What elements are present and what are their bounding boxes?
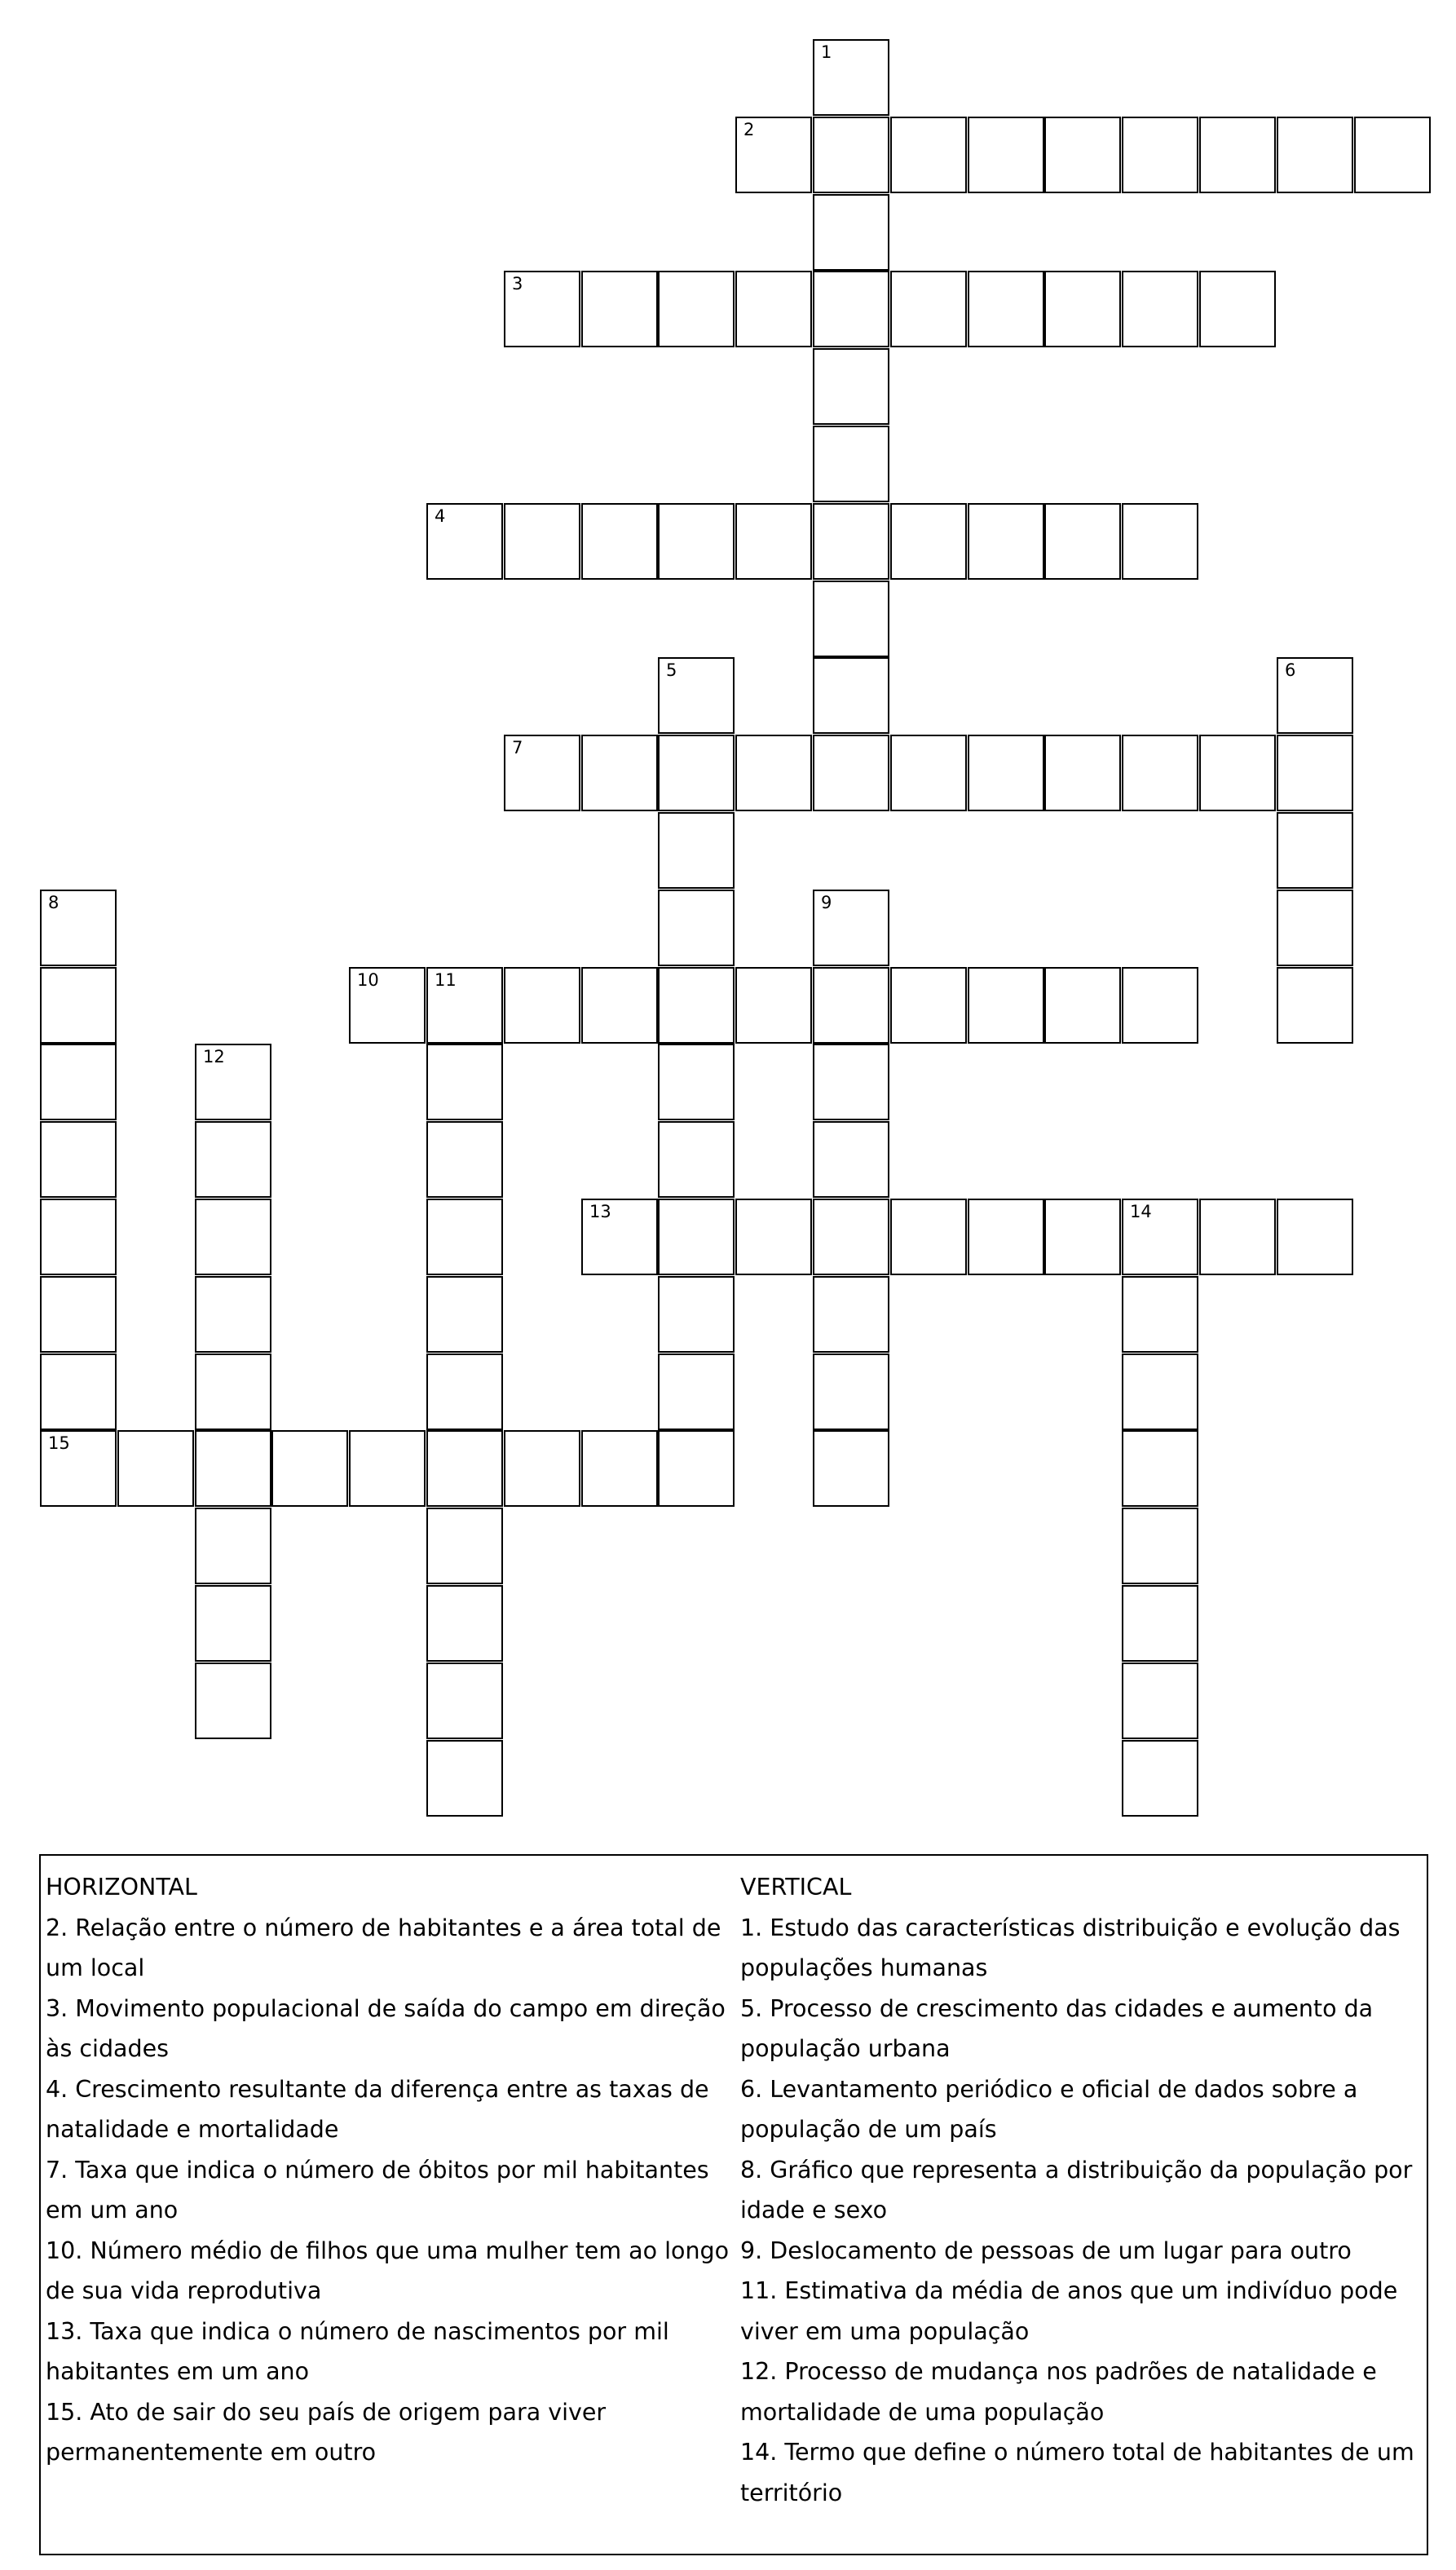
clue-number: 14 bbox=[1130, 1202, 1152, 1221]
grid-cell[interactable] bbox=[40, 1353, 117, 1430]
clue-number: 4 bbox=[435, 506, 446, 526]
clue-h-15: 15. Ato de sair do seu país de origem para viver permanentemente em outro bbox=[46, 2398, 607, 2466]
grid-cell[interactable] bbox=[581, 503, 658, 580]
grid-cell[interactable] bbox=[813, 1199, 889, 1275]
clue-v-5: 5. Processo de crescimento das cidades e aumento da população urbana bbox=[740, 1994, 1374, 2062]
clue-number: 8 bbox=[48, 893, 60, 912]
grid-cell[interactable] bbox=[426, 1740, 503, 1817]
grid-cell[interactable] bbox=[426, 1663, 503, 1739]
grid-cell[interactable] bbox=[658, 735, 735, 811]
grid-cell[interactable] bbox=[1044, 503, 1121, 580]
grid-cell[interactable] bbox=[1277, 967, 1353, 1044]
grid-cell-4[interactable] bbox=[426, 503, 503, 580]
grid-cell[interactable] bbox=[40, 1199, 117, 1275]
grid-cell[interactable] bbox=[890, 271, 967, 347]
grid-cell[interactable] bbox=[349, 1430, 426, 1507]
clue-v-12: 12. Processo de mudança nos padrões de natalidade e mortalidade de uma população bbox=[740, 2358, 1377, 2426]
grid-cell[interactable] bbox=[1044, 271, 1121, 347]
clue-number: 9 bbox=[821, 893, 832, 912]
grid-cell[interactable] bbox=[658, 1199, 735, 1275]
grid-cell-11[interactable] bbox=[426, 967, 503, 1044]
grid-cell[interactable] bbox=[735, 967, 812, 1044]
grid-cell[interactable] bbox=[1044, 735, 1121, 811]
grid-cell[interactable] bbox=[813, 1353, 889, 1430]
clue-v-14: 14. Termo que define o número total de habitantes de um território bbox=[740, 2439, 1414, 2506]
grid-cell[interactable] bbox=[195, 1121, 271, 1198]
grid-cell[interactable] bbox=[581, 1430, 658, 1507]
grid-cell[interactable] bbox=[426, 1353, 503, 1430]
grid-cell[interactable] bbox=[195, 1430, 271, 1507]
grid-cell-3[interactable] bbox=[504, 271, 580, 347]
grid-cell[interactable] bbox=[195, 1353, 271, 1430]
grid-cell-15[interactable] bbox=[40, 1430, 117, 1507]
grid-cell[interactable] bbox=[813, 503, 889, 580]
grid-cell[interactable] bbox=[658, 271, 735, 347]
clue-v-1: 1. Estudo das características distribuição e evolução das populações humanas bbox=[740, 1914, 1401, 1981]
grid-cell[interactable] bbox=[968, 117, 1044, 193]
grid-cell[interactable] bbox=[813, 581, 889, 657]
clue-h-10: 10. Número médio de filhos que uma mulher tem ao longo de sua vida reprodutiva bbox=[46, 2237, 730, 2304]
grid-cell[interactable] bbox=[40, 967, 117, 1044]
grid-cell[interactable] bbox=[968, 271, 1044, 347]
grid-cell[interactable] bbox=[426, 1585, 503, 1662]
grid-cell[interactable] bbox=[1044, 117, 1121, 193]
grid-cell[interactable] bbox=[890, 1199, 967, 1275]
grid-cell[interactable] bbox=[581, 735, 658, 811]
clue-number: 10 bbox=[357, 970, 379, 990]
grid-cell[interactable] bbox=[735, 503, 812, 580]
grid-cell[interactable] bbox=[658, 967, 735, 1044]
grid-cell[interactable] bbox=[1354, 117, 1431, 193]
grid-cell[interactable] bbox=[1277, 890, 1353, 966]
grid-cell[interactable] bbox=[40, 1121, 117, 1198]
grid-cell[interactable] bbox=[813, 735, 889, 811]
grid-cell[interactable] bbox=[1199, 735, 1276, 811]
grid-cell[interactable] bbox=[658, 1430, 735, 1507]
grid-cell[interactable] bbox=[581, 271, 658, 347]
grid-cell[interactable] bbox=[813, 967, 889, 1044]
grid-cell[interactable] bbox=[195, 1199, 271, 1275]
grid-cell[interactable] bbox=[426, 1121, 503, 1198]
grid-cell[interactable] bbox=[195, 1663, 271, 1739]
grid-cell[interactable] bbox=[40, 1276, 117, 1353]
grid-cell[interactable] bbox=[1122, 967, 1198, 1044]
clue-h-7: 7. Taxa que indica o número de óbitos por mil habitantes em um ano bbox=[46, 2156, 709, 2223]
clue-number: 13 bbox=[589, 1202, 611, 1221]
grid-cell-10[interactable] bbox=[349, 967, 426, 1044]
vertical-heading: VERTICAL bbox=[740, 1874, 852, 1901]
grid-cell[interactable] bbox=[1122, 1663, 1198, 1739]
grid-cell-14[interactable] bbox=[1122, 1199, 1198, 1275]
grid-cell[interactable] bbox=[813, 657, 889, 734]
grid-cell[interactable] bbox=[813, 1276, 889, 1353]
grid-cell[interactable] bbox=[271, 1430, 348, 1507]
grid-cell[interactable] bbox=[426, 1508, 503, 1584]
grid-cell[interactable] bbox=[658, 890, 735, 966]
grid-cell-2[interactable] bbox=[735, 117, 812, 193]
grid-cell-9[interactable] bbox=[813, 890, 889, 966]
grid-cell[interactable] bbox=[504, 967, 580, 1044]
grid-cell[interactable] bbox=[195, 1276, 271, 1353]
grid-cell[interactable] bbox=[658, 503, 735, 580]
grid-cell[interactable] bbox=[658, 1121, 735, 1198]
grid-cell[interactable] bbox=[813, 426, 889, 502]
clue-v-6: 6. Levantamento periódico e oficial de dados sobre a população de um país bbox=[740, 2075, 1358, 2143]
grid-cell[interactable] bbox=[195, 1585, 271, 1662]
grid-cell-6[interactable] bbox=[1277, 657, 1353, 734]
grid-cell[interactable] bbox=[1122, 503, 1198, 580]
clue-number: 1 bbox=[821, 42, 832, 62]
clue-v-11: 11. Estimativa da média de anos que um indivíduo pode viver em uma população bbox=[740, 2277, 1398, 2345]
grid-cell[interactable] bbox=[890, 117, 967, 193]
grid-cell[interactable] bbox=[968, 503, 1044, 580]
grid-cell[interactable] bbox=[504, 503, 580, 580]
grid-cell[interactable] bbox=[504, 1430, 580, 1507]
grid-cell[interactable] bbox=[117, 1430, 194, 1507]
grid-cell[interactable] bbox=[890, 735, 967, 811]
grid-cell[interactable] bbox=[426, 1199, 503, 1275]
clue-number: 6 bbox=[1285, 660, 1296, 680]
grid-cell[interactable] bbox=[1122, 1430, 1198, 1507]
grid-cell[interactable] bbox=[890, 967, 967, 1044]
clue-number: 7 bbox=[512, 738, 523, 757]
grid-cell[interactable] bbox=[735, 271, 812, 347]
grid-cell-1[interactable] bbox=[813, 39, 889, 116]
grid-cell[interactable] bbox=[968, 1199, 1044, 1275]
grid-cell[interactable] bbox=[426, 1044, 503, 1120]
clue-number: 3 bbox=[512, 274, 523, 294]
horizontal-clues bbox=[46, 1867, 730, 2473]
grid-cell[interactable] bbox=[426, 1430, 503, 1507]
grid-cell[interactable] bbox=[658, 1276, 735, 1353]
grid-cell[interactable] bbox=[1199, 117, 1276, 193]
clues-box bbox=[39, 1854, 1428, 2555]
grid-cell[interactable] bbox=[890, 503, 967, 580]
clue-number: 12 bbox=[203, 1047, 225, 1066]
grid-cell[interactable] bbox=[1277, 117, 1353, 193]
grid-cell-8[interactable] bbox=[40, 890, 117, 966]
grid-cell[interactable] bbox=[1122, 1508, 1198, 1584]
clue-number: 15 bbox=[48, 1433, 70, 1453]
vertical-clues bbox=[740, 1867, 1425, 2513]
grid-cell[interactable] bbox=[1277, 1199, 1353, 1275]
grid-cell[interactable] bbox=[1044, 1199, 1121, 1275]
clue-number: 2 bbox=[743, 120, 755, 139]
grid-cell[interactable] bbox=[968, 967, 1044, 1044]
grid-cell[interactable] bbox=[813, 117, 889, 193]
clue-h-3: 3. Movimento populacional de saída do campo em direção às cidades bbox=[46, 1994, 726, 2062]
grid-cell[interactable] bbox=[1277, 812, 1353, 889]
grid-cell[interactable] bbox=[1199, 271, 1276, 347]
grid-cell[interactable] bbox=[195, 1508, 271, 1584]
grid-cell[interactable] bbox=[813, 1121, 889, 1198]
grid-cell[interactable] bbox=[1122, 117, 1198, 193]
grid-cell[interactable] bbox=[813, 1044, 889, 1120]
grid-cell[interactable] bbox=[658, 1044, 735, 1120]
clue-v-9: 9. Deslocamento de pessoas de um lugar para outro bbox=[740, 2237, 1352, 2264]
grid-cell[interactable] bbox=[813, 194, 889, 271]
grid-cell[interactable] bbox=[1122, 1740, 1198, 1817]
grid-cell[interactable] bbox=[1122, 1353, 1198, 1430]
clue-h-2: 2. Relação entre o número de habitantes e a área total de um local bbox=[46, 1914, 721, 1981]
grid-cell[interactable] bbox=[426, 1276, 503, 1353]
grid-cell[interactable] bbox=[658, 1353, 735, 1430]
grid-cell[interactable] bbox=[581, 967, 658, 1044]
grid-cell[interactable] bbox=[735, 735, 812, 811]
grid-cell[interactable] bbox=[658, 812, 735, 889]
grid-cell[interactable] bbox=[1122, 1276, 1198, 1353]
grid-cell[interactable] bbox=[735, 1199, 812, 1275]
grid-cell[interactable] bbox=[1277, 735, 1353, 811]
clue-h-13: 13. Taxa que indica o número de nascimentos por mil habitantes em um ano bbox=[46, 2317, 669, 2385]
horizontal-heading: HORIZONTAL bbox=[46, 1874, 197, 1901]
grid-cell[interactable] bbox=[968, 735, 1044, 811]
grid-cell[interactable] bbox=[813, 271, 889, 347]
grid-cell[interactable] bbox=[1199, 1199, 1276, 1275]
grid-cell[interactable] bbox=[1122, 271, 1198, 347]
grid-cell-13[interactable] bbox=[581, 1199, 658, 1275]
grid-cell[interactable] bbox=[40, 1044, 117, 1120]
grid-cell[interactable] bbox=[813, 348, 889, 425]
grid-cell[interactable] bbox=[1122, 1585, 1198, 1662]
grid-cell-12[interactable] bbox=[195, 1044, 271, 1120]
clue-number: 5 bbox=[666, 660, 677, 680]
clue-v-8: 8. Gráfico que representa a distribuição da população por idade e sexo bbox=[740, 2156, 1413, 2223]
grid-cell-7[interactable] bbox=[504, 735, 580, 811]
grid-cell[interactable] bbox=[1122, 735, 1198, 811]
grid-cell-5[interactable] bbox=[658, 657, 735, 734]
clue-h-4: 4. Crescimento resultante da diferença entre as taxas de natalidade e mortalidade bbox=[46, 2075, 709, 2143]
grid-cell[interactable] bbox=[1044, 967, 1121, 1044]
clue-number: 11 bbox=[435, 970, 457, 990]
grid-cell[interactable] bbox=[813, 1430, 889, 1507]
